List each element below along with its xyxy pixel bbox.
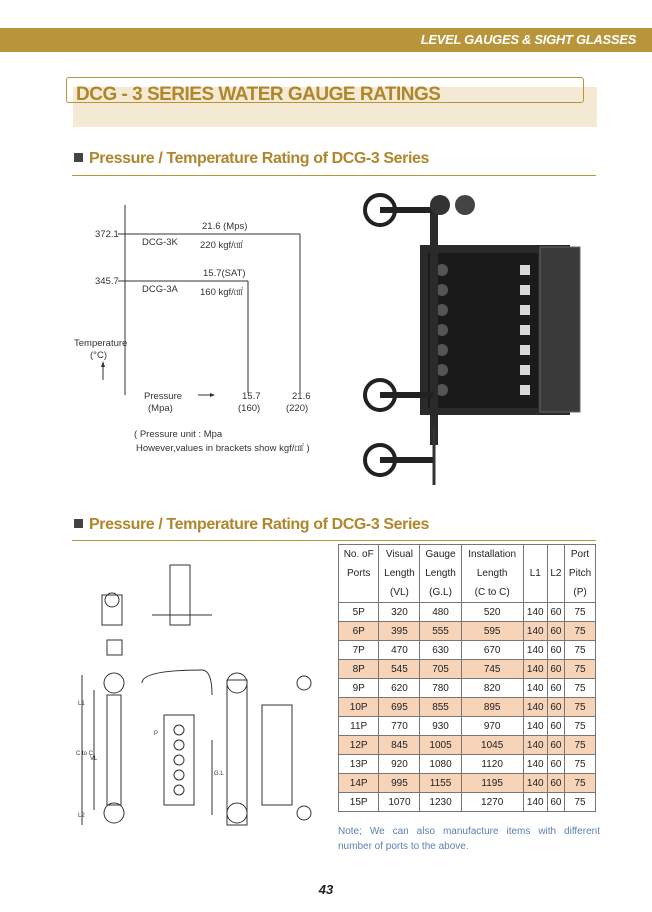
table-header-cell: (G.L) <box>420 583 461 603</box>
table-cell: 75 <box>565 736 596 755</box>
table-cell: 5P <box>339 603 379 622</box>
unit-footnote-1-text: Pressure unit : Mpa <box>139 429 223 440</box>
table-cell: 140 <box>523 660 547 679</box>
table-cell: 140 <box>523 641 547 660</box>
table-cell: 1070 <box>379 793 420 812</box>
table-cell: 60 <box>547 755 564 774</box>
section-heading-1 <box>74 150 429 168</box>
table-cell: 75 <box>565 641 596 660</box>
page-title: DCG - 3 SERIES WATER GAUGE RATINGS <box>76 84 441 105</box>
table-cell: 620 <box>379 679 420 698</box>
table-header-cell: Port <box>565 545 596 565</box>
table-row <box>339 603 596 622</box>
header-banner <box>0 28 652 52</box>
table-cell: 930 <box>420 717 461 736</box>
rating-chart <box>70 205 340 465</box>
table-cell: 14P <box>339 774 379 793</box>
table-cell: 75 <box>565 603 596 622</box>
table-header-cell: Gauge <box>420 545 461 565</box>
table-cell: 770 <box>379 717 420 736</box>
table-row <box>339 679 596 698</box>
x-tick-160: (160) <box>238 403 261 414</box>
table-cell: 140 <box>523 603 547 622</box>
table-cell: 10P <box>339 698 379 717</box>
table-row <box>339 717 596 736</box>
table-header-cell: (P) <box>565 583 596 603</box>
table-cell: 75 <box>565 622 596 641</box>
table-cell: 75 <box>565 717 596 736</box>
table-cell: 845 <box>379 736 420 755</box>
table-body <box>339 603 596 812</box>
table-header-cell: L1 <box>523 564 547 583</box>
table-header-cell: Length <box>420 564 461 583</box>
table-cell: 15P <box>339 793 379 812</box>
unit-footnote-1: ( Pressure unit : Mpa <box>134 429 223 440</box>
table-cell: 9P <box>339 679 379 698</box>
table-row <box>339 793 596 812</box>
table-row <box>339 641 596 660</box>
table-cell: 520 <box>461 603 523 622</box>
table-cell: 320 <box>379 603 420 622</box>
table-cell: 60 <box>547 660 564 679</box>
table-row <box>339 660 596 679</box>
table-cell: 60 <box>547 793 564 812</box>
table-cell: 60 <box>547 774 564 793</box>
table-header-cell: Length <box>461 564 523 583</box>
table-cell: 470 <box>379 641 420 660</box>
table-cell: 1080 <box>420 755 461 774</box>
table-cell: 75 <box>565 774 596 793</box>
table-cell: 555 <box>420 622 461 641</box>
label-l1: L1 <box>78 701 85 707</box>
table-cell: 140 <box>523 774 547 793</box>
table-header-cell <box>523 583 547 603</box>
table-cell: 595 <box>461 622 523 641</box>
note-text: Note; We can also manufacture items with different number of ports to the above. <box>338 826 600 852</box>
label-l2: L2 <box>78 813 85 819</box>
table-header-cell: (C to C) <box>461 583 523 603</box>
table-cell: 60 <box>547 641 564 660</box>
table-cell: 60 <box>547 736 564 755</box>
table-row <box>339 698 596 717</box>
section-rule-2 <box>72 540 596 541</box>
y-tick-372: 372.1 <box>95 229 119 240</box>
header-banner-text: LEVEL GAUGES & SIGHT GLASSES <box>420 32 636 47</box>
section-rule-1 <box>72 175 596 176</box>
table-header-cell <box>547 583 564 603</box>
table-cell: 60 <box>547 717 564 736</box>
section-heading-2-text: Pressure / Temperature Rating of DCG-3 Series <box>89 516 430 533</box>
table-header-cell <box>547 545 564 565</box>
table-cell: 670 <box>461 641 523 660</box>
table-cell: 13P <box>339 755 379 774</box>
table-header-row-1 <box>339 545 596 565</box>
table-header-cell: (VL) <box>379 583 420 603</box>
table-header-cell: No. oF <box>339 545 379 565</box>
table-cell: 1195 <box>461 774 523 793</box>
table-cell: 480 <box>420 603 461 622</box>
y-axis-label: Temperature <box>74 338 128 349</box>
table-cell: 140 <box>523 698 547 717</box>
table-header-cell <box>339 583 379 603</box>
table-cell: 895 <box>461 698 523 717</box>
table-cell: 75 <box>565 679 596 698</box>
table-cell: 140 <box>523 679 547 698</box>
x-tick-220: (220) <box>286 403 309 414</box>
table-cell: 695 <box>379 698 420 717</box>
dcg3k-kgf: 220 kgf/㎠ <box>200 240 244 251</box>
square-bullet-icon <box>74 153 83 162</box>
table-cell: 630 <box>420 641 461 660</box>
table-cell: 60 <box>547 679 564 698</box>
table-header-cell: Length <box>379 564 420 583</box>
table-cell: 1045 <box>461 736 523 755</box>
table-cell: 75 <box>565 793 596 812</box>
table-cell: 545 <box>379 660 420 679</box>
table-cell: 6P <box>339 622 379 641</box>
table-header-row-2 <box>339 564 596 583</box>
table-header-row-3 <box>339 583 596 603</box>
table-cell: 75 <box>565 698 596 717</box>
table-cell: 60 <box>547 622 564 641</box>
x-tick-21-6: 21.6 <box>292 391 311 402</box>
table-cell: 60 <box>547 603 564 622</box>
dcg3a-pressure-label: 15.7(SAT) <box>203 268 246 279</box>
table-cell: 705 <box>420 660 461 679</box>
label-p: P <box>154 731 159 737</box>
dimension-drawing <box>72 555 327 835</box>
table-cell: 12P <box>339 736 379 755</box>
table-header-cell: L2 <box>547 564 564 583</box>
table-cell: 8P <box>339 660 379 679</box>
table-row <box>339 622 596 641</box>
table-cell: 140 <box>523 717 547 736</box>
table-header-cell: Pitch <box>565 564 596 583</box>
table-cell: 855 <box>420 698 461 717</box>
dcg3k-label: DCG-3K <box>142 237 178 248</box>
table-cell: 780 <box>420 679 461 698</box>
table-cell: 7P <box>339 641 379 660</box>
unit-footnote-2: However,values in brackets show kgf/㎠ ) <box>136 443 310 454</box>
label-c-to-c: C to C <box>76 751 94 757</box>
section-heading-1-text: Pressure / Temperature Rating of DCG-3 Series <box>89 150 430 167</box>
table-row <box>339 755 596 774</box>
table-header-cell: Ports <box>339 564 379 583</box>
table-header-cell <box>523 545 547 565</box>
table-cell: 11P <box>339 717 379 736</box>
table-cell: 140 <box>523 736 547 755</box>
dcg3k-pressure-label: 21.6 (Mps) <box>202 221 248 232</box>
dcg3a-label: DCG-3A <box>142 284 178 295</box>
table-cell: 395 <box>379 622 420 641</box>
ratings-table <box>338 544 596 812</box>
table-cell: 75 <box>565 660 596 679</box>
table-header-cell: Visual <box>379 545 420 565</box>
table-cell: 1230 <box>420 793 461 812</box>
unit-footnote-2-text: However,values in brackets show kgf/㎠ <box>136 443 304 454</box>
table-cell: 140 <box>523 755 547 774</box>
table-cell: 1005 <box>420 736 461 755</box>
page-number: 43 <box>318 882 334 897</box>
table-cell: 140 <box>523 622 547 641</box>
table-cell: 140 <box>523 793 547 812</box>
table-cell: 75 <box>565 755 596 774</box>
table-cell: 745 <box>461 660 523 679</box>
y-axis-unit: (°C) <box>90 350 107 361</box>
water-gauge-photo <box>350 185 590 485</box>
x-tick-15-7: 15.7 <box>242 391 261 402</box>
label-vl: VL <box>90 756 98 762</box>
section-heading-2 <box>74 516 429 534</box>
table-cell: 995 <box>379 774 420 793</box>
square-bullet-icon <box>74 519 83 528</box>
x-axis-unit: (Mpa) <box>148 403 173 414</box>
table-cell: 820 <box>461 679 523 698</box>
x-axis-label: Pressure <box>144 391 183 402</box>
table-cell: 1120 <box>461 755 523 774</box>
table-cell: 60 <box>547 698 564 717</box>
dcg3a-kgf: 160 kgf/㎠ <box>200 287 244 298</box>
table-row <box>339 774 596 793</box>
table-cell: 1270 <box>461 793 523 812</box>
table-cell: 970 <box>461 717 523 736</box>
table-cell: 1155 <box>420 774 461 793</box>
table-row <box>339 736 596 755</box>
table-header-cell: Installation <box>461 545 523 565</box>
label-gl: G.L <box>214 771 224 777</box>
table-cell: 920 <box>379 755 420 774</box>
y-tick-345: 345.7 <box>95 276 119 287</box>
